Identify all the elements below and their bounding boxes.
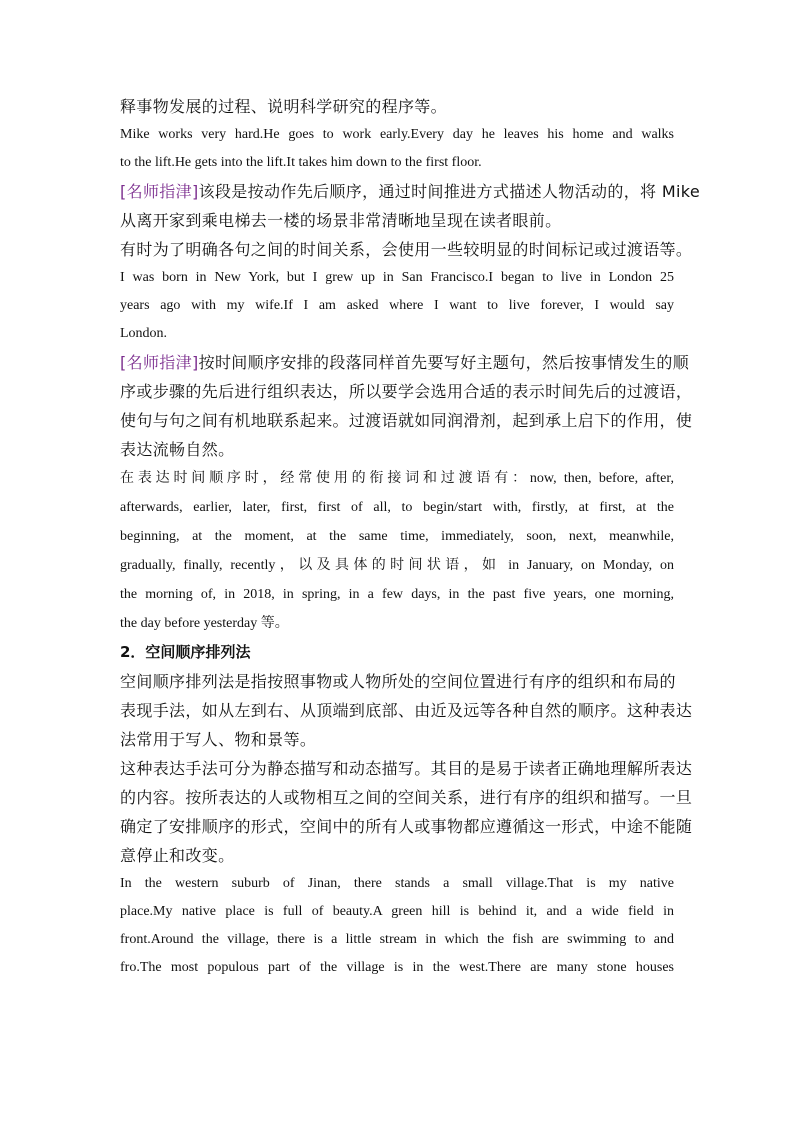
example-newyork-line-3: London. [120,326,168,341]
transition-words-line-2: afterwards, earlier, later, first, first of all, to begin/start with, firstly, at first, at the [120,500,674,515]
teacher-note-text: 该段是按动作先后顺序，通过时间推进方式描述人物活动的，将 Mike [198,182,701,201]
transition-words-line-5: the morning of, in 2018, in spring, in a few days, in the past five years, one morning, [120,587,674,602]
example-mike-line-1: Mike works very hard.He goes to work early.Every day he leaves his home and walks [120,127,674,142]
example-jinan-line-3: front.Around the village, there is a little stream in which the fish are swimming to and [120,932,674,947]
transition-words-line-6: the day before yesterday 等。 [120,616,289,631]
example-newyork-line-1: I was born in New York, but I grew up in San Francisco.I began to live in London 25 [120,270,674,285]
spatial-order-line-3: 法常用于写人、物和景等。 [120,730,317,749]
paragraph-intro-line: 释事物发展的过程、说明科学研究的程序等。 [120,97,448,116]
transition-words-line-1: 在表达时间顺序时，经常使用的衔接词和过渡语有：now, then, before, after, [120,471,674,486]
example-jinan-line-1: In the western suburb of Jinan, there stands a small village.That is my native [120,876,674,891]
static-dynamic-line-4: 意停止和改变。 [120,846,235,865]
time-marker-paragraph: 有时为了明确各句之间的时间关系，会使用一些较明显的时间标记或过渡语等。 [120,240,693,259]
example-mike-line-2: to the lift.He gets into the lift.It takes him down to the first floor. [120,155,482,170]
teacher-note-1-line-2: 从离开家到乘电梯去一楼的场景非常清晰地呈现在读者眼前。 [120,211,562,230]
teacher-note-2-line-2: 序或步骤的先后进行组织表达，所以要学会选用合适的表示时间先后的过渡语， [120,382,693,401]
static-dynamic-line-2: 的内容。按所表达的人或物相互之间的空间关系，进行有序的组织和描写。一旦 [120,788,693,807]
section-heading: 2．空间顺序排列法 [120,643,251,661]
spatial-order-line-2: 表现手法，如从左到右、从顶端到底部、由近及远等各种自然的顺序。这种表达 [120,701,693,720]
teacher-note-1-line-1 [120,177,701,206]
teacher-note-2-line-4: 表达流畅自然。 [120,440,235,459]
example-jinan-line-4: fro.The most populous part of the village is in the west.There are many stone houses [120,960,674,975]
static-dynamic-line-3: 确定了安排顺序的形式，空间中的所有人或事物都应遵循这一形式，中途不能随 [120,817,693,836]
teacher-note-tag: [名师指津] [120,353,199,372]
document-page [120,92,701,982]
transition-words-line-3: beginning, at the moment, at the same time, immediately, soon, next, meanwhile, [120,529,674,544]
example-jinan-line-2: place.My native place is full of beauty.A green hill is behind it, and a wide field in [120,904,674,919]
teacher-note-2-line-1 [120,348,690,377]
teacher-note-tag: [名师指津] [120,182,199,201]
example-newyork-line-2: years ago with my wife.If I am asked where I want to live forever, I would say [120,298,674,313]
teacher-note-text: 按时间顺序安排的段落同样首先要写好主题句，然后按事情发生的顺 [198,353,690,372]
transition-words-line-4: gradually, finally, recently，以及具体的时间状语，如 in January, on Monday, on [120,558,674,573]
static-dynamic-line-1: 这种表达手法可分为静态描写和动态描写。其目的是易于读者正确地理解所表达 [120,759,693,778]
spatial-order-line-1: 空间顺序排列法是指按照事物或人物所处的空间位置进行有序的组织和布局的 [120,672,676,691]
teacher-note-2-line-3: 使句与句之间有机地联系起来。过渡语就如同润滑剂，起到承上启下的作用，使 [120,411,693,430]
